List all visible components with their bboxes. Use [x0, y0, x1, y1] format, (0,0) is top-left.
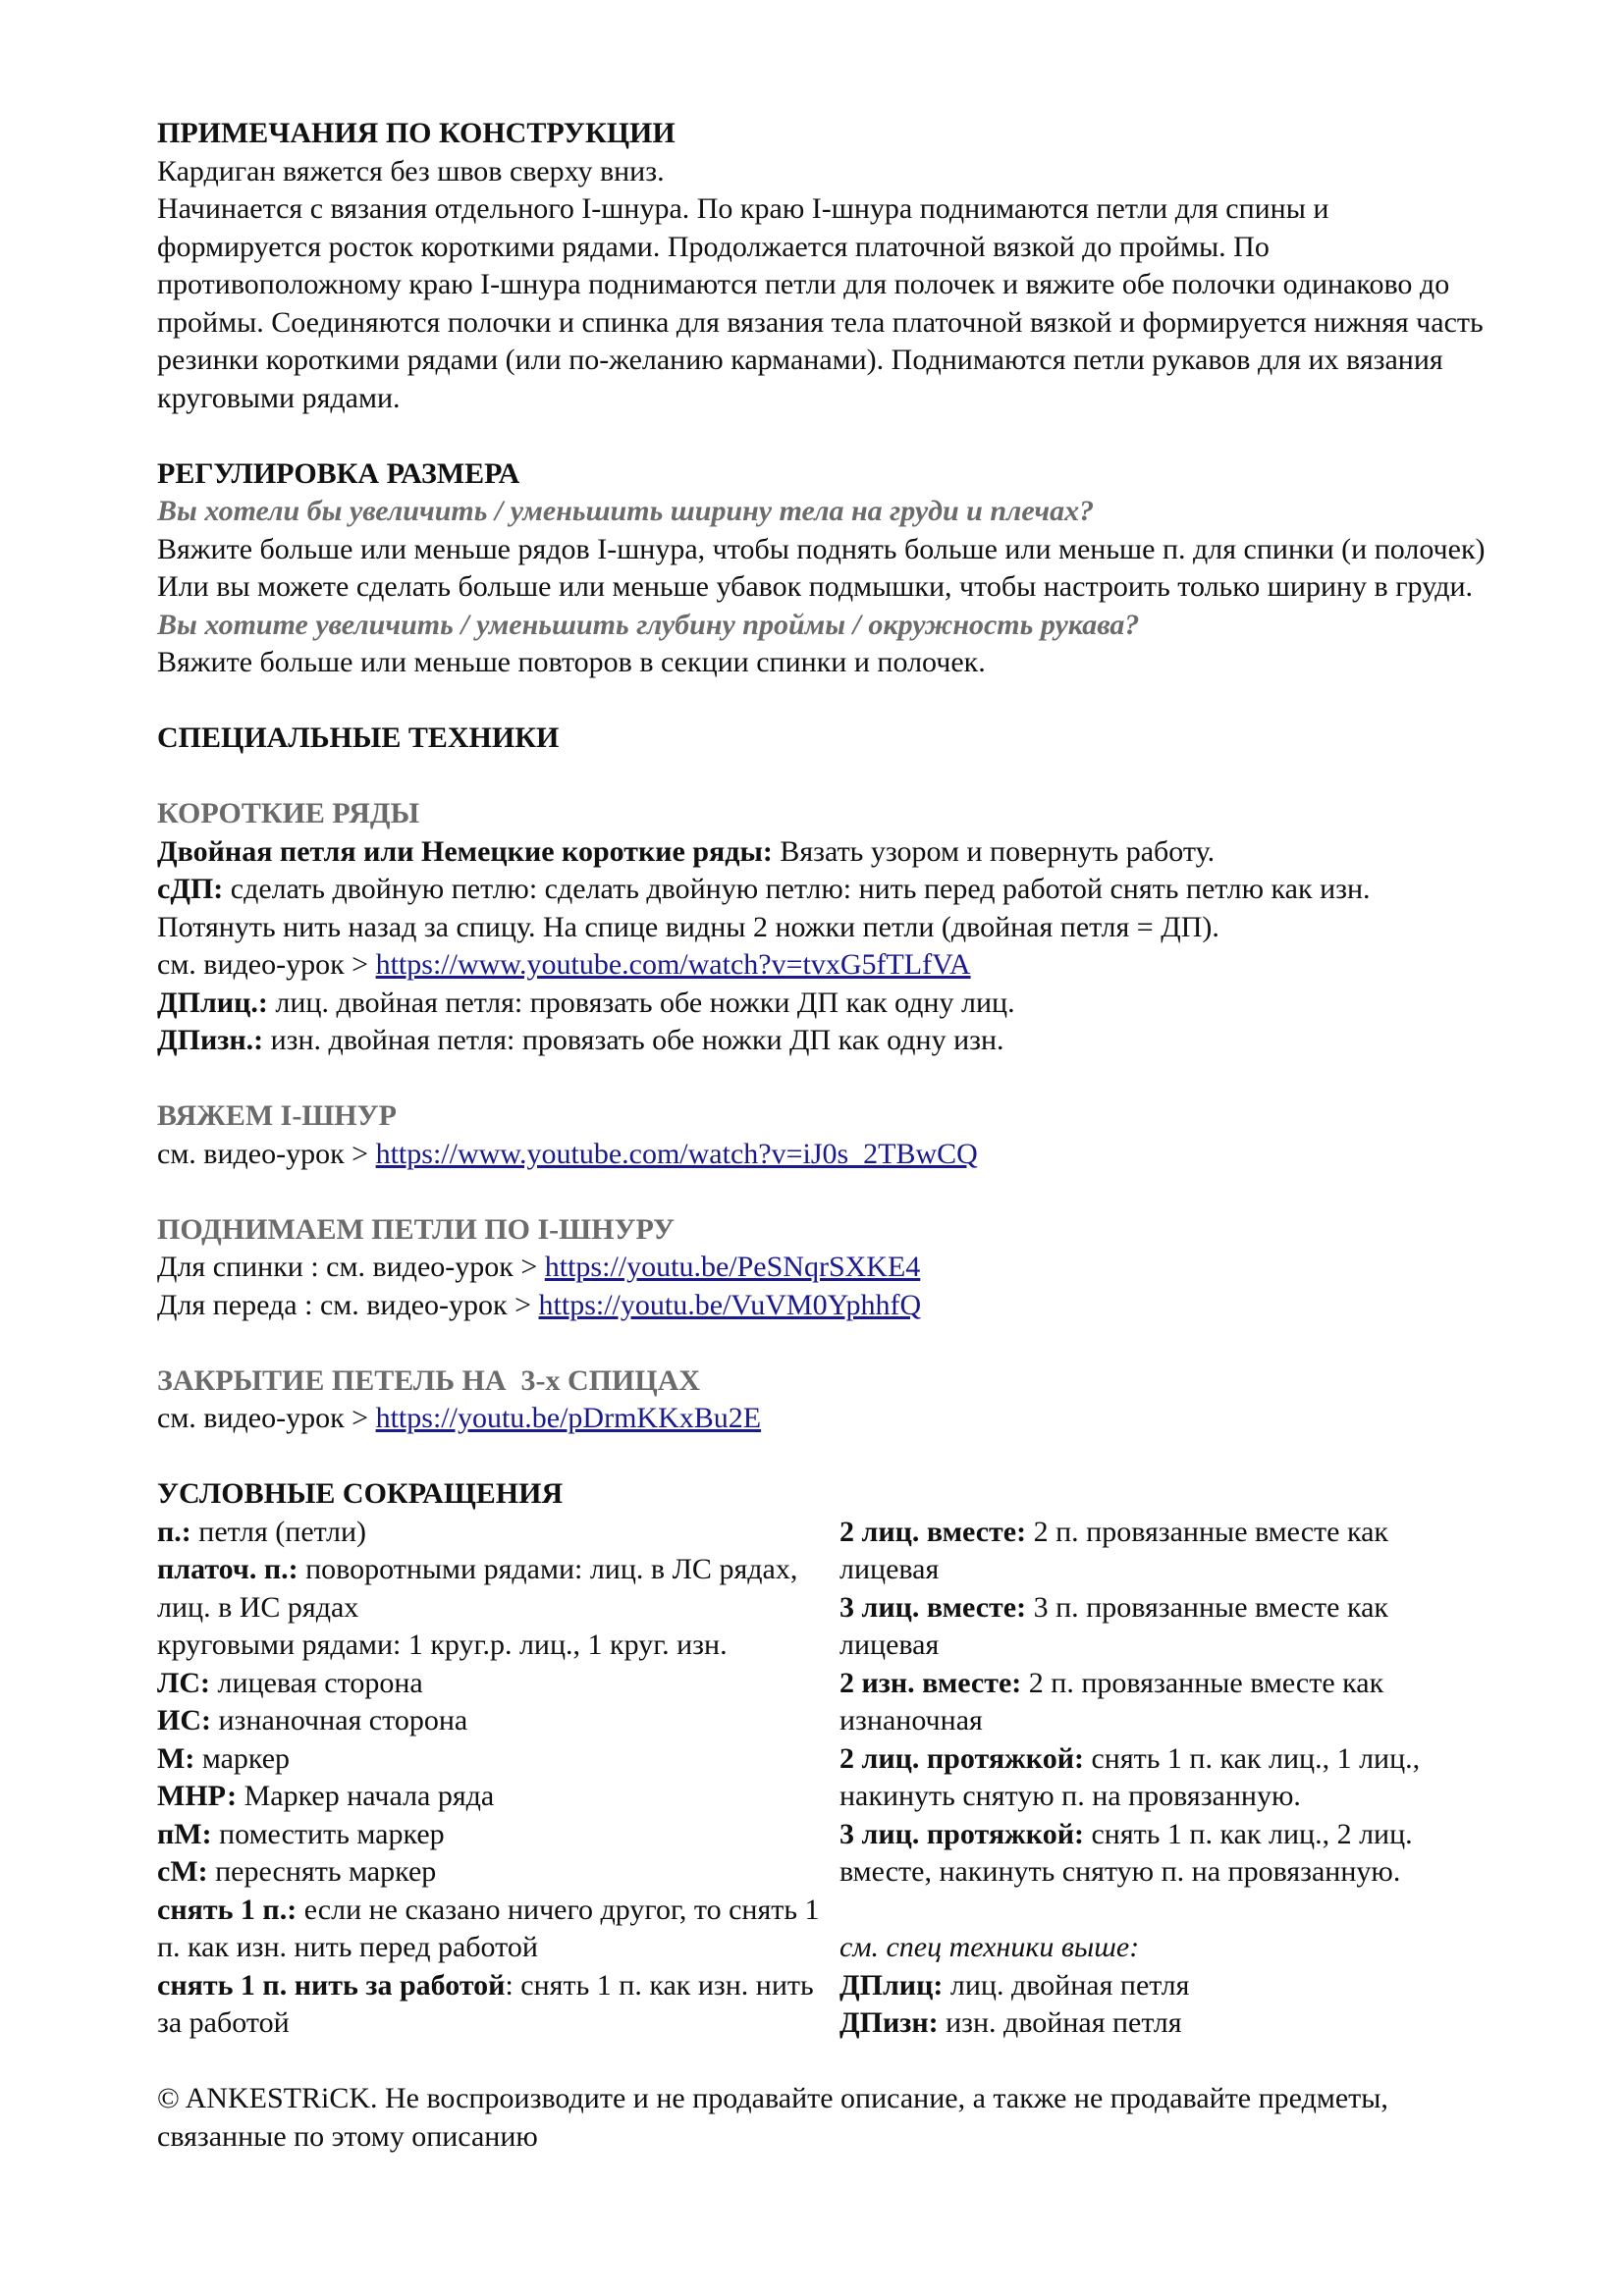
size-answer-1: Вяжите больше или меньше рядов I-шнура, чтобы поднять больше или меньше п. для спинки (и полочек): [157, 532, 1486, 565]
abbr-item: 2 лиц. протяжкой: снять 1 п. как лиц., 1 лиц., накинуть снятую п. на провязанную.: [839, 1741, 1421, 1812]
abbr-item: 2 изн. вместе: 2 п. провязанные вместе как изнаночная: [839, 1666, 1384, 1736]
abbr-see-above: см. спец техники выше:: [839, 1931, 1140, 1963]
abbr-item: МНР: Маркер начала ряда: [157, 1780, 495, 1812]
abbr-item: снять 1 п.: если не сказано ничего другог, то снять 1 п. как изн. нить перед работой: [157, 1893, 820, 1963]
construction-line1: Кардиган вяжется без швов сверху вниз.: [157, 154, 665, 187]
abbr-item: ИС: изнаночная сторона: [157, 1704, 468, 1736]
short-rows-line-4: ДПизн.: изн. двойная петля: провязать обе ножки ДП как одну изн.: [157, 1024, 1004, 1056]
short-rows-line-1: Двойная петля или Немецкие короткие ряды: Вязать узором и повернуть работу.: [157, 834, 1216, 868]
abbr-title: УСЛОВНЫЕ СОКРАЩЕНИЯ: [157, 1477, 564, 1510]
techniques-title: СПЕЦИАЛЬНЫЕ ТЕХНИКИ: [157, 721, 560, 754]
bindoff-title: ЗАКРЫТИЕ ПЕТЕЛЬ НА 3-х СПИЦАХ: [157, 1363, 701, 1397]
abbr-item: п.: петля (петли): [157, 1515, 367, 1548]
size-question-1: Вы хотели бы увеличить / уменьшить ширину тела на груди и плечах?: [157, 495, 1095, 527]
construction-paragraph: Начинается с вязания отдельного I-шнура. По краю I-шнура поднимаются петли для спины и формируется росток короткими рядами. Продолжается платочной вязкой до проймы. По противоположному краю I-шнура поднимаются петли для полочек и вяжите обе полочки одинаково до проймы. Соединяются полочки и спинка для вязания тела платочной вязкой и формируется нижняя часть резинки короткими рядами (или по-желанию карманами). Поднимаются петли рукавов для их вязания круговыми рядами.: [157, 192, 1484, 414]
abbr-item: 3 лиц. протяжкой: снять 1 п. как лиц., 2 лиц. вместе, накинуть снятую п. на провязанную.: [839, 1817, 1413, 1888]
icord-video: см. видео-урок > https://www.youtube.com/watch?v=iJ0s_2TBwCQ: [157, 1137, 978, 1170]
abbr-item: ЛС: лицевая сторона: [157, 1666, 423, 1699]
construction-title: ПРИМЕЧАНИЯ ПО КОНСТРУКЦИИ: [157, 117, 676, 149]
size-answer-2: Вяжите больше или меньше повторов в секции спинки и полочек.: [157, 646, 986, 678]
abbr-item: сМ: переснять маркер: [157, 1855, 437, 1888]
abbr-item: круговыми рядами: 1 круг.р. лиц., 1 круг. изн.: [157, 1629, 728, 1661]
abbr-item: ДПлиц: лиц. двойная петля: [839, 1968, 1190, 2002]
size-answer-1b: Или вы можете сделать больше или меньше убавок подмышки, чтобы настроить только ширину в груди.: [157, 570, 1474, 603]
icord-title: ВЯЖЕМ I-ШНУР: [157, 1099, 397, 1132]
abbr-item: ДПизн: изн. двойная петля: [839, 2006, 1182, 2039]
pickup-back: Для спинки : см. видео-урок > https://youtu.be/PeSNqrSXKE4: [157, 1251, 921, 1283]
short-rows-title: КОРОТКИЕ РЯДЫ: [157, 797, 420, 829]
abbr-item: 3 лиц. вместе: 3 п. провязанные вместе как лицевая: [839, 1590, 1388, 1661]
abbr-item: снять 1 п. нить за работой: снять 1 п. как изн. нить за работой: [157, 1968, 814, 2039]
document-page: [157, 115, 1492, 2156]
short-rows-line-3: ДПлиц.: лиц. двойная петля: провязать обе ножки ДП как одну лиц.: [157, 986, 1015, 1019]
pickup-front-link[interactable]: https://youtu.be/VuVM0YphhfQ: [538, 1288, 922, 1321]
bindoff-video-link[interactable]: https://youtu.be/pDrmKKxBu2E: [375, 1402, 762, 1434]
short-rows-line-2: сДП: сделать двойную петлю: сделать двойную петлю: нить перед работой снять петлю как изн. Потянуть нить назад за спицу. На спице видны 2 ножки петли (двойная петля = ДП).: [157, 873, 1371, 943]
icord-video-link[interactable]: https://www.youtube.com/watch?v=iJ0s_2TBwCQ: [375, 1137, 978, 1170]
pickup-title: ПОДНИМАЕМ ПЕТЛИ ПО I-ШНУРУ: [157, 1212, 676, 1246]
size-title: РЕГУЛИРОВКА РАЗМЕРА: [157, 456, 520, 490]
pickup-front: Для переда : см. видео-урок > https://youtu.be/VuVM0YphhfQ: [157, 1288, 922, 1321]
copyright-footer: © ANKESTRiCK. Не воспроизводите и не продавайте описание, а также не продавайте предметы, связанные по этому описанию: [157, 2082, 1388, 2153]
abbr-item: М: маркер: [157, 1741, 291, 1775]
bindoff-video: см. видео-урок > https://youtu.be/pDrmKKxBu2E: [157, 1402, 762, 1434]
abbr-left-column: [157, 1514, 839, 2043]
abbr-right-column: [839, 1514, 1488, 2043]
abbr-item: пМ: поместить маркер: [157, 1817, 445, 1850]
pickup-back-link[interactable]: https://youtu.be/PeSNqrSXKE4: [544, 1251, 921, 1283]
abbr-item: платоч. п.: поворотными рядами: лиц. в ЛС рядах, лиц. в ИС рядах: [157, 1553, 798, 1624]
short-rows-video-link[interactable]: https://www.youtube.com/watch?v=tvxG5fTLfVA: [375, 948, 971, 981]
abbr-item: 2 лиц. вместе: 2 п. провязанные вместе как лицевая: [839, 1515, 1388, 1585]
size-question-2: Вы хотите увеличить / уменьшить глубину проймы / окружность рукава?: [157, 608, 1140, 641]
short-rows-video: см. видео-урок > https://www.youtube.com/watch?v=tvxG5fTLfVA: [157, 948, 971, 981]
abbr-columns: [157, 1514, 1492, 2043]
